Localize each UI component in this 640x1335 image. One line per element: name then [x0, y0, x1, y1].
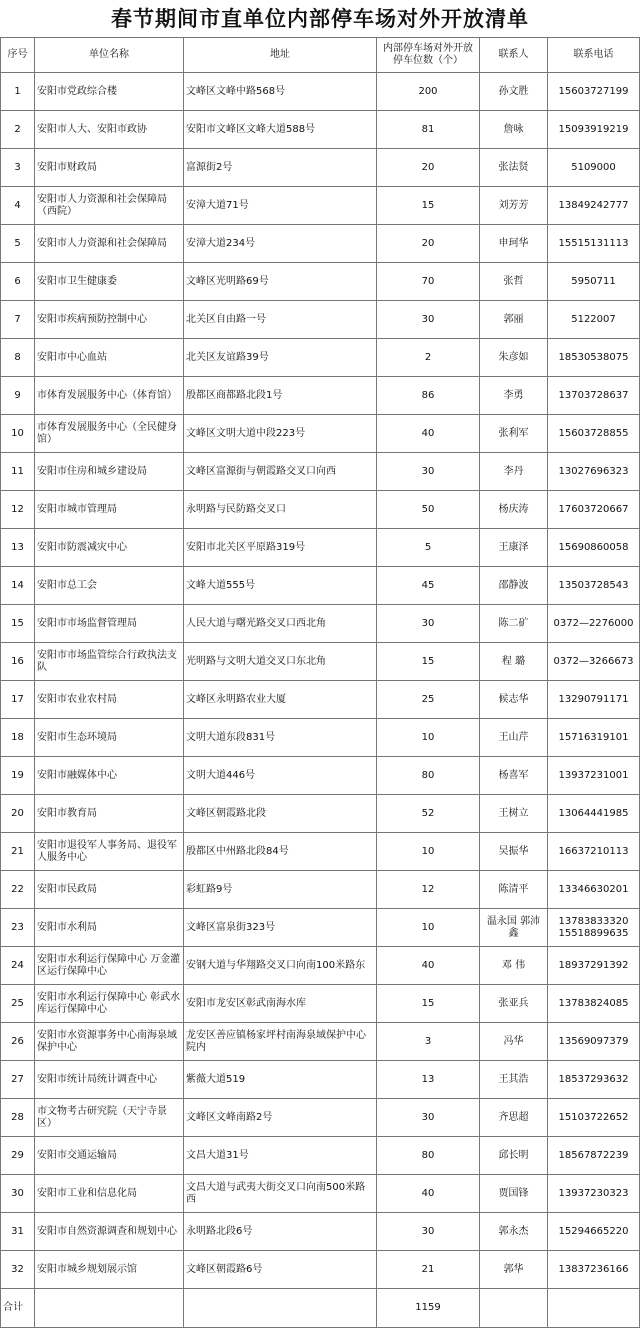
table-row: [1, 719, 640, 757]
phone-number: 13937230323: [558, 1187, 629, 1199]
cell-phone: [548, 301, 640, 339]
table-row: [1, 605, 640, 643]
cell-contact: 冯华: [480, 1023, 548, 1061]
phone-number: 18937291392: [558, 959, 629, 971]
cell-address: 北关区友谊路39号: [184, 339, 377, 377]
cell-unit: 安阳市自然资源调查和规划中心: [35, 1213, 184, 1251]
cell-seq: 21: [1, 833, 35, 871]
cell-unit: 安阳市水资源事务中心南海泉域保护中心: [35, 1023, 184, 1061]
cell-spaces: 10: [377, 909, 480, 947]
table-row: [1, 567, 640, 605]
cell-spaces: 86: [377, 377, 480, 415]
phone-number: 13849242777: [558, 199, 629, 211]
table-row: [1, 1251, 640, 1289]
cell-phone: [548, 491, 640, 529]
cell-address: 文峰区朝霞路6号: [184, 1251, 377, 1289]
cell-seq: 30: [1, 1175, 35, 1213]
cell-address: 紫薇大道519: [184, 1061, 377, 1099]
table-header-row: [1, 38, 640, 73]
cell-unit: 安阳市人大、安阳市政协: [35, 111, 184, 149]
cell-phone: [548, 567, 640, 605]
cell-contact: 郭永杰: [480, 1213, 548, 1251]
cell-spaces: 12: [377, 871, 480, 909]
cell-address: 永明路与民防路交叉口: [184, 491, 377, 529]
cell-contact: 李丹: [480, 453, 548, 491]
table-row: [1, 1137, 640, 1175]
phone-number: 13569097379: [558, 1035, 629, 1047]
header-phone: 联系电话: [548, 38, 640, 73]
cell-spaces: 30: [377, 605, 480, 643]
cell-address: 安漳大道234号: [184, 225, 377, 263]
cell-unit: 安阳市财政局: [35, 149, 184, 187]
phone-number-secondary: 15518899635: [558, 927, 629, 939]
cell-phone: [548, 1251, 640, 1289]
cell-unit: 安阳市中心血站: [35, 339, 184, 377]
header-address: 地址: [184, 38, 377, 73]
total-empty-phone: [548, 1289, 640, 1328]
header-spaces: 内部停车场对外开放停车位数（个）: [377, 38, 480, 73]
cell-phone: [548, 453, 640, 491]
table-body: [1, 73, 640, 1289]
cell-address: 安阳市文峰区文峰大道588号: [184, 111, 377, 149]
cell-phone: [548, 1137, 640, 1175]
total-empty-contact: [480, 1289, 548, 1328]
cell-contact: 王其浩: [480, 1061, 548, 1099]
table-row: [1, 1099, 640, 1137]
cell-unit: 安阳市民政局: [35, 871, 184, 909]
cell-unit: 安阳市住房和城乡建设局: [35, 453, 184, 491]
cell-contact: 齐思超: [480, 1099, 548, 1137]
cell-contact: 刘芳芳: [480, 187, 548, 225]
cell-phone: [548, 263, 640, 301]
table-row: [1, 1023, 640, 1061]
cell-contact: 陈清平: [480, 871, 548, 909]
cell-contact: 邓 伟: [480, 947, 548, 985]
cell-seq: 22: [1, 871, 35, 909]
cell-spaces: 25: [377, 681, 480, 719]
phone-number: 15603727199: [558, 85, 629, 97]
cell-spaces: 30: [377, 301, 480, 339]
cell-seq: 14: [1, 567, 35, 605]
cell-address: 文峰区永明路农业大厦: [184, 681, 377, 719]
table-row: [1, 415, 640, 453]
cell-seq: 23: [1, 909, 35, 947]
phone-number: 13064441985: [558, 807, 629, 819]
phone-number: 13783824085: [558, 997, 629, 1009]
cell-address: 殷都区中州路北段84号: [184, 833, 377, 871]
cell-seq: 12: [1, 491, 35, 529]
cell-unit: 安阳市统计局统计调查中心: [35, 1061, 184, 1099]
cell-seq: 19: [1, 757, 35, 795]
cell-address: 富源街2号: [184, 149, 377, 187]
cell-spaces: 80: [377, 1137, 480, 1175]
cell-spaces: 52: [377, 795, 480, 833]
cell-phone: [548, 415, 640, 453]
cell-spaces: 20: [377, 149, 480, 187]
table-row: [1, 301, 640, 339]
cell-address: 文峰区文明大道中段223号: [184, 415, 377, 453]
cell-seq: 32: [1, 1251, 35, 1289]
cell-contact: 邵静波: [480, 567, 548, 605]
phone-number: 13346630201: [558, 883, 629, 895]
cell-phone: [548, 871, 640, 909]
cell-seq: 3: [1, 149, 35, 187]
cell-unit: 安阳市工业和信息化局: [35, 1175, 184, 1213]
cell-seq: 16: [1, 643, 35, 681]
cell-unit: 安阳市水利局: [35, 909, 184, 947]
header-seq: 序号: [1, 38, 35, 73]
cell-unit: 市体育发展服务中心（全民健身馆）: [35, 415, 184, 453]
cell-seq: 7: [1, 301, 35, 339]
cell-seq: 18: [1, 719, 35, 757]
cell-seq: 25: [1, 985, 35, 1023]
phone-number: 16637210113: [558, 845, 629, 857]
cell-contact: 陈二矿: [480, 605, 548, 643]
cell-phone: [548, 1213, 640, 1251]
table-row: [1, 225, 640, 263]
cell-address: 人民大道与曙光路交叉口西北角: [184, 605, 377, 643]
phone-number: 0372—3266673: [553, 655, 634, 667]
cell-phone: [548, 757, 640, 795]
cell-contact: 张亚兵: [480, 985, 548, 1023]
cell-spaces: 15: [377, 643, 480, 681]
cell-seq: 15: [1, 605, 35, 643]
cell-spaces: 40: [377, 1175, 480, 1213]
cell-unit: 安阳市水利运行保障中心 彰武水库运行保障中心: [35, 985, 184, 1023]
cell-spaces: 20: [377, 225, 480, 263]
cell-spaces: 81: [377, 111, 480, 149]
cell-spaces: 10: [377, 833, 480, 871]
cell-phone: [548, 909, 640, 947]
cell-seq: 20: [1, 795, 35, 833]
table-row: [1, 377, 640, 415]
phone-number: 18537293632: [558, 1073, 629, 1085]
parking-table: [0, 37, 640, 1328]
cell-contact: 朱彦如: [480, 339, 548, 377]
table-row: [1, 1175, 640, 1213]
phone-number: 17603720667: [558, 503, 629, 515]
cell-contact: 詹咏: [480, 111, 548, 149]
table-row: [1, 339, 640, 377]
cell-spaces: 80: [377, 757, 480, 795]
cell-spaces: 3: [377, 1023, 480, 1061]
cell-seq: 31: [1, 1213, 35, 1251]
phone-number: 18567872239: [558, 1149, 629, 1161]
cell-address: 文峰区光明路69号: [184, 263, 377, 301]
cell-spaces: 2: [377, 339, 480, 377]
phone-number: 15103722652: [558, 1111, 629, 1123]
cell-address: 殷都区商都路北段1号: [184, 377, 377, 415]
cell-unit: 安阳市城市管理局: [35, 491, 184, 529]
phone-number: 13503728543: [558, 579, 629, 591]
cell-contact: 王山芹: [480, 719, 548, 757]
table-row: [1, 529, 640, 567]
cell-seq: 10: [1, 415, 35, 453]
table-row: [1, 757, 640, 795]
cell-unit: 安阳市卫生健康委: [35, 263, 184, 301]
table-row: [1, 833, 640, 871]
cell-phone: [548, 225, 640, 263]
cell-unit: 安阳市教育局: [35, 795, 184, 833]
phone-number: 13937231001: [558, 769, 629, 781]
cell-address: 文峰区富源街与朝霞路交叉口向西: [184, 453, 377, 491]
cell-contact: 温永国 郭沛鑫: [480, 909, 548, 947]
cell-unit: 市文物考古研究院（天宁寺景区）: [35, 1099, 184, 1137]
table-row: [1, 187, 640, 225]
cell-seq: 24: [1, 947, 35, 985]
phone-number: 5109000: [571, 161, 616, 173]
cell-phone: [548, 985, 640, 1023]
cell-seq: 26: [1, 1023, 35, 1061]
table-row: [1, 491, 640, 529]
phone-number: 13837236166: [558, 1263, 629, 1275]
total-empty-unit: [35, 1289, 184, 1328]
cell-spaces: 13: [377, 1061, 480, 1099]
cell-address: 安漳大道71号: [184, 187, 377, 225]
phone-number: 13027696323: [558, 465, 629, 477]
cell-seq: 17: [1, 681, 35, 719]
cell-address: 北关区自由路一号: [184, 301, 377, 339]
table-row: [1, 947, 640, 985]
cell-spaces: 21: [377, 1251, 480, 1289]
cell-contact: 张利军: [480, 415, 548, 453]
phone-number: 18530538075: [558, 351, 629, 363]
cell-spaces: 30: [377, 453, 480, 491]
cell-seq: 6: [1, 263, 35, 301]
cell-seq: 1: [1, 73, 35, 111]
cell-seq: 29: [1, 1137, 35, 1175]
table-row: [1, 453, 640, 491]
cell-phone: [548, 795, 640, 833]
cell-spaces: 40: [377, 415, 480, 453]
total-spaces: 1159: [377, 1289, 480, 1328]
cell-spaces: 40: [377, 947, 480, 985]
cell-phone: [548, 1099, 640, 1137]
phone-number: 15716319101: [558, 731, 629, 743]
cell-address: 彩虹路9号: [184, 871, 377, 909]
cell-address: 文峰区文峰中路568号: [184, 73, 377, 111]
phone-number: 15603728855: [558, 427, 629, 439]
cell-spaces: 45: [377, 567, 480, 605]
cell-phone: [548, 947, 640, 985]
cell-unit: 安阳市市场监督管理局: [35, 605, 184, 643]
cell-seq: 8: [1, 339, 35, 377]
table-row: [1, 73, 640, 111]
cell-seq: 13: [1, 529, 35, 567]
cell-unit: 安阳市融媒体中心: [35, 757, 184, 795]
cell-contact: 申珂华: [480, 225, 548, 263]
cell-unit: 安阳市党政综合楼: [35, 73, 184, 111]
cell-spaces: 50: [377, 491, 480, 529]
cell-phone: [548, 605, 640, 643]
cell-spaces: 15: [377, 187, 480, 225]
cell-phone: [548, 377, 640, 415]
cell-phone: [548, 1061, 640, 1099]
cell-contact: 吴振华: [480, 833, 548, 871]
cell-address: 光明路与文明大道交叉口东北角: [184, 643, 377, 681]
cell-unit: 安阳市防震减灾中心: [35, 529, 184, 567]
page-title: 春节期间市直单位内部停车场对外开放清单: [111, 6, 529, 31]
table-row: [1, 985, 640, 1023]
phone-number: 5122007: [571, 313, 616, 325]
table-row: [1, 149, 640, 187]
cell-phone: [548, 339, 640, 377]
header-contact: 联系人: [480, 38, 548, 73]
cell-address: 安阳市龙安区彰武南海水库: [184, 985, 377, 1023]
total-row: [1, 1289, 640, 1328]
cell-unit: 安阳市农业农村局: [35, 681, 184, 719]
cell-spaces: 15: [377, 985, 480, 1023]
cell-spaces: 10: [377, 719, 480, 757]
cell-spaces: 70: [377, 263, 480, 301]
phone-number: 13783833320: [558, 915, 629, 927]
cell-contact: 王树立: [480, 795, 548, 833]
cell-seq: 2: [1, 111, 35, 149]
table-row: [1, 263, 640, 301]
total-empty-address: [184, 1289, 377, 1328]
cell-phone: [548, 187, 640, 225]
total-label: 合计: [1, 1289, 35, 1328]
cell-unit: 市体育发展服务中心（体育馆）: [35, 377, 184, 415]
phone-number: 13703728637: [558, 389, 629, 401]
cell-contact: 候志华: [480, 681, 548, 719]
cell-address: 安阳市北关区平原路319号: [184, 529, 377, 567]
phone-number: 15093919219: [558, 123, 629, 135]
cell-unit: 安阳市交通运输局: [35, 1137, 184, 1175]
cell-phone: [548, 111, 640, 149]
cell-unit: 安阳市水利运行保障中心 万金灌区运行保障中心: [35, 947, 184, 985]
cell-spaces: 30: [377, 1099, 480, 1137]
cell-address: 龙安区善应镇杨家坪村南海泉域保护中心院内: [184, 1023, 377, 1061]
cell-phone: [548, 833, 640, 871]
table-row: [1, 909, 640, 947]
cell-unit: 安阳市总工会: [35, 567, 184, 605]
cell-seq: 5: [1, 225, 35, 263]
cell-seq: 11: [1, 453, 35, 491]
cell-seq: 9: [1, 377, 35, 415]
table-row: [1, 643, 640, 681]
phone-number: 15515131113: [558, 237, 629, 249]
cell-phone: [548, 529, 640, 567]
cell-contact: 杨喜军: [480, 757, 548, 795]
cell-unit: 安阳市市场监管综合行政执法支队: [35, 643, 184, 681]
cell-contact: 贾国锋: [480, 1175, 548, 1213]
cell-address: 文昌大道31号: [184, 1137, 377, 1175]
cell-phone: [548, 73, 640, 111]
cell-seq: 4: [1, 187, 35, 225]
cell-address: 安钢大道与华翔路交叉口向南100米路东: [184, 947, 377, 985]
cell-contact: 张法贤: [480, 149, 548, 187]
cell-spaces: 200: [377, 73, 480, 111]
table-row: [1, 111, 640, 149]
cell-phone: [548, 719, 640, 757]
cell-seq: 27: [1, 1061, 35, 1099]
cell-contact: 郭丽: [480, 301, 548, 339]
cell-spaces: 5: [377, 529, 480, 567]
cell-contact: 张哲: [480, 263, 548, 301]
table-row: [1, 871, 640, 909]
table-row: [1, 1213, 640, 1251]
table-row: [1, 1061, 640, 1099]
cell-address: 文峰大道555号: [184, 567, 377, 605]
cell-unit: 安阳市人力资源和社会保障局: [35, 225, 184, 263]
cell-contact: 王康泽: [480, 529, 548, 567]
cell-contact: 孙文胜: [480, 73, 548, 111]
table-row: [1, 795, 640, 833]
cell-contact: 邱长明: [480, 1137, 548, 1175]
table-row: [1, 681, 640, 719]
cell-unit: 安阳市疾病预防控制中心: [35, 301, 184, 339]
cell-unit: 安阳市城乡规划展示馆: [35, 1251, 184, 1289]
cell-address: 文峰区文峰南路2号: [184, 1099, 377, 1137]
cell-phone: [548, 643, 640, 681]
cell-spaces: 30: [377, 1213, 480, 1251]
cell-contact: 杨庆涛: [480, 491, 548, 529]
cell-phone: [548, 149, 640, 187]
phone-number: 15690860058: [558, 541, 629, 553]
cell-address: 文昌大道与武夷大街交叉口向南500米路西: [184, 1175, 377, 1213]
cell-phone: [548, 681, 640, 719]
phone-number: 5950711: [571, 275, 616, 287]
cell-contact: 郭华: [480, 1251, 548, 1289]
cell-unit: 安阳市生态环境局: [35, 719, 184, 757]
cell-address: 文峰区富泉街323号: [184, 909, 377, 947]
cell-phone: [548, 1175, 640, 1213]
phone-number: 0372—2276000: [553, 617, 634, 629]
cell-address: 文峰区朝霞路北段: [184, 795, 377, 833]
cell-address: 文明大道446号: [184, 757, 377, 795]
cell-address: 文明大道东段831号: [184, 719, 377, 757]
cell-seq: 28: [1, 1099, 35, 1137]
phone-number: 13290791171: [558, 693, 629, 705]
header-unit: 单位名称: [35, 38, 184, 73]
cell-contact: 李勇: [480, 377, 548, 415]
cell-address: 永明路北段6号: [184, 1213, 377, 1251]
cell-contact: 程 璐: [480, 643, 548, 681]
cell-phone: [548, 1023, 640, 1061]
phone-number: 15294665220: [558, 1225, 629, 1237]
cell-unit: 安阳市人力资源和社会保障局（西院）: [35, 187, 184, 225]
cell-unit: 安阳市退役军人事务局、退役军人服务中心: [35, 833, 184, 871]
